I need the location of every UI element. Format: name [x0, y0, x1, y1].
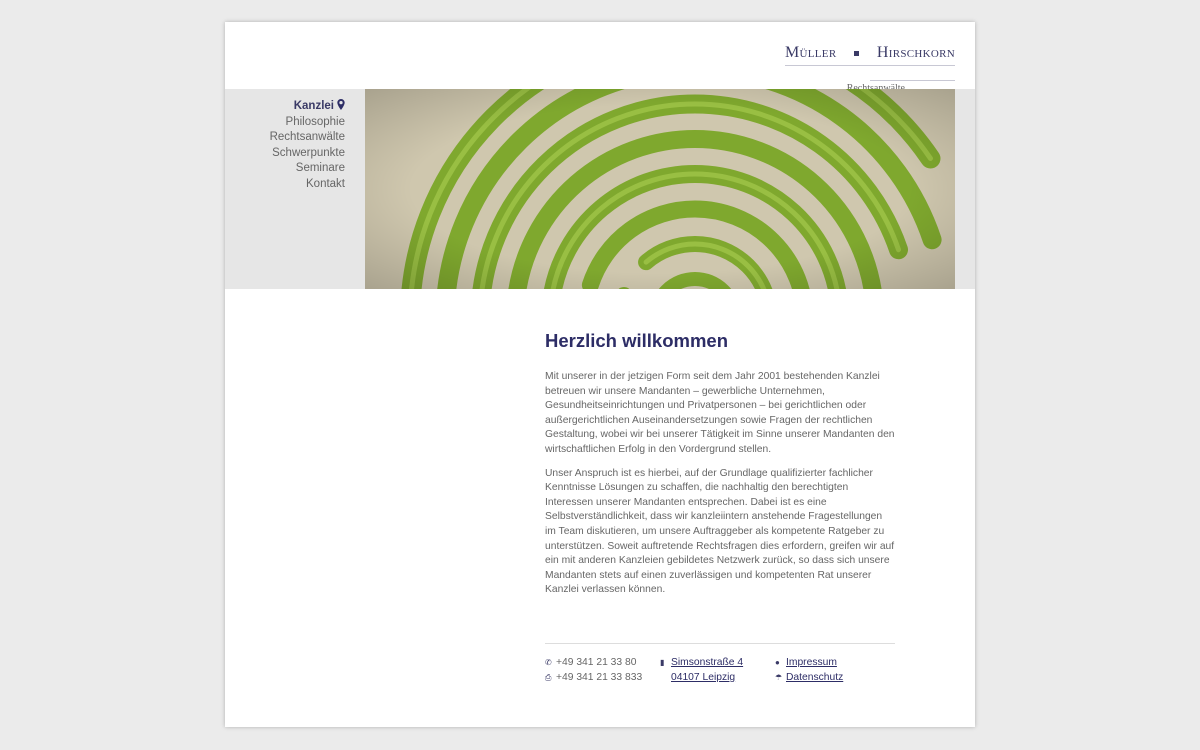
- logo-rule: [785, 65, 955, 66]
- main-nav: [225, 99, 345, 193]
- main-content: [545, 330, 895, 607]
- logo-name-hirschkorn: Hirschkorn: [876, 44, 955, 61]
- nav-item-label: Kanzlei: [293, 100, 334, 112]
- umbrella-icon: ☂: [775, 673, 783, 682]
- logo-rule-right: [870, 80, 955, 81]
- map-icon: ▮: [660, 658, 665, 667]
- nav-item-seminare[interactable]: Seminare: [295, 162, 345, 175]
- mission-paragraph: Unser Anspruch ist es hierbei, auf der Grundlage qualifizierter fachlicher Kenntnisse Lösungen zu schaffen, die nachhaltig den berechtigten Interessen unserer Mandanten entsprechen. Dabei ist es eine Selbstverständlichkeit, dass wir kanzleiintern anstehende Fragestellungen im Team diskutieren, um unsere Auftraggeber als kompetente Ratgeber zu unterstützen. Soweit auftretende Rechtsfragen dies erfordern, greifen wir auf ein mit anderen Kanzleien gebildetes Netzwerk zurück, so dass sich unsere Mandanten stets auf einen zuverlässigen und kompetenten Rat unserer Kanzlei verlassen können.: [545, 467, 895, 596]
- footer-phone: [545, 655, 642, 670]
- map-pin-icon: [337, 99, 345, 110]
- info-icon: ●: [775, 658, 780, 667]
- phone-number: +49 341 21 33 80: [556, 657, 637, 668]
- impressum-link[interactable]: Impressum: [786, 657, 837, 668]
- nav-item-schwerpunkte[interactable]: Schwerpunkte: [272, 146, 345, 159]
- page-card: [225, 22, 975, 727]
- footer-legal: [775, 655, 843, 685]
- logo-name-mueller: Müller: [785, 44, 837, 61]
- intro-paragraph: Mit unserer in der jetzigen Form seit dem Jahr 2001 bestehenden Kanzlei betreuen wir unsere Mandanten – gewerbliche Unternehmen, Gesundheitseinrichtungen und Privatpersonen – bei gerichtlichen oder außergerichtlichen Auseinandersetzungen sowie Fragen der rechtlichen Gestaltung, wobei wir bei unserer Tätigkeit im Sinne unserer Mandanten den wirtschaftlichen Erfolg in den Vordergrund stellen.: [545, 371, 895, 455]
- logo[interactable]: [785, 44, 955, 94]
- page-title: Herzlich willkommen: [545, 330, 728, 351]
- street-link[interactable]: Simsonstraße 4: [671, 657, 744, 668]
- nav-item-philosophie[interactable]: Philosophie: [285, 115, 345, 128]
- footer: [545, 643, 895, 683]
- footer-fax: [545, 670, 642, 685]
- maze-illustration: [365, 89, 955, 289]
- datenschutz-link[interactable]: Datenschutz: [786, 672, 844, 683]
- hero-maze-image: [365, 89, 955, 289]
- footer-address: [660, 655, 743, 685]
- fax-icon: ⎙: [545, 672, 552, 682]
- city-link[interactable]: 04107 Leipzig: [671, 672, 736, 683]
- nav-item-kontakt[interactable]: Kontakt: [306, 177, 345, 190]
- footer-contact: [545, 655, 642, 685]
- logo-separator: [854, 51, 859, 56]
- header-band: [225, 89, 975, 289]
- nav-item-kanzlei[interactable]: [225, 99, 345, 115]
- nav-item-rechtsanwaelte[interactable]: Rechtsanwälte: [269, 131, 345, 144]
- fax-number: +49 341 21 33 833: [556, 672, 643, 683]
- phone-icon: ✆: [545, 658, 552, 667]
